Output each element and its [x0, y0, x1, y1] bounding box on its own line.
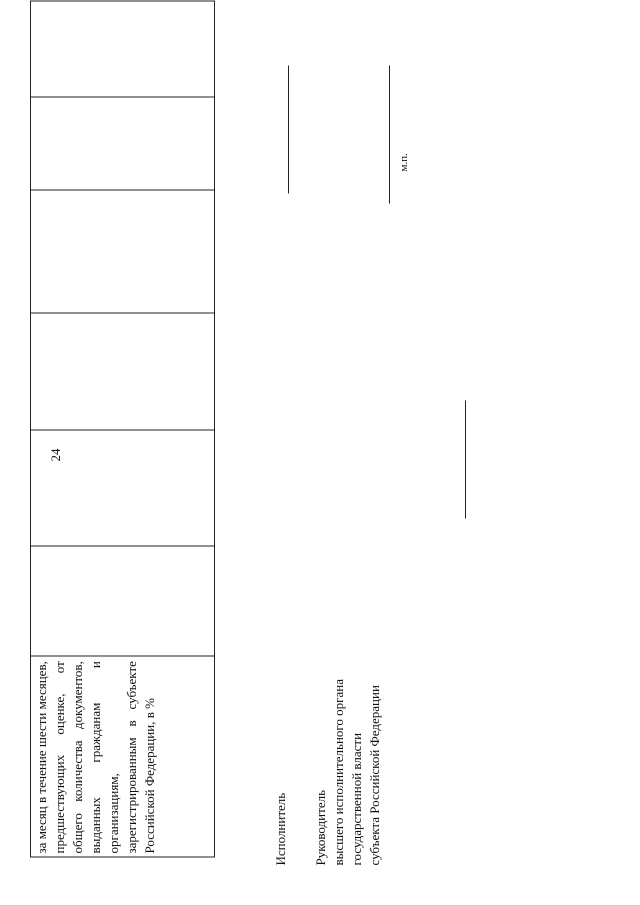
head-line: высшего исполнительного органа: [331, 678, 346, 865]
indicator-text: [31, 656, 159, 856]
text-line: субъекте Российской: [124, 660, 157, 853]
table-cell-empty: [31, 430, 215, 545]
head-line: государственной власти: [349, 732, 364, 865]
signature-line: [389, 65, 390, 203]
text-line: оценке, от общего: [52, 660, 85, 853]
text-line: выданных гражданам и: [88, 660, 103, 853]
head-signature-block: [312, 678, 384, 865]
table-row: [31, 1, 215, 857]
head-line: субъекта Российской Федерации: [367, 684, 382, 865]
table-cell-empty: [31, 96, 215, 190]
table-cell-empty: [31, 312, 215, 429]
page-number: 24: [48, 448, 63, 461]
table-cell-empty: [31, 545, 215, 655]
table-cell-empty: [31, 1, 215, 97]
indicator-table: [30, 0, 215, 857]
text-line: за месяц в течение шести: [34, 712, 49, 853]
text-line: количества документов,: [70, 660, 85, 802]
table-cell-empty: [31, 190, 215, 313]
text-line: месяцев, предшествующих: [34, 660, 67, 853]
text-line: зарегистрированным в: [124, 719, 139, 853]
text-line: Федерации, в %: [142, 697, 157, 786]
signature-line: [465, 400, 466, 518]
signature-line: [288, 65, 289, 193]
text-line: организациям,: [106, 772, 121, 853]
stamp-label: м.п.: [398, 152, 410, 171]
table-cell-indicator-text: [31, 655, 215, 856]
head-line: Руководитель: [313, 789, 328, 865]
executor-label: Исполнитель: [273, 792, 288, 865]
